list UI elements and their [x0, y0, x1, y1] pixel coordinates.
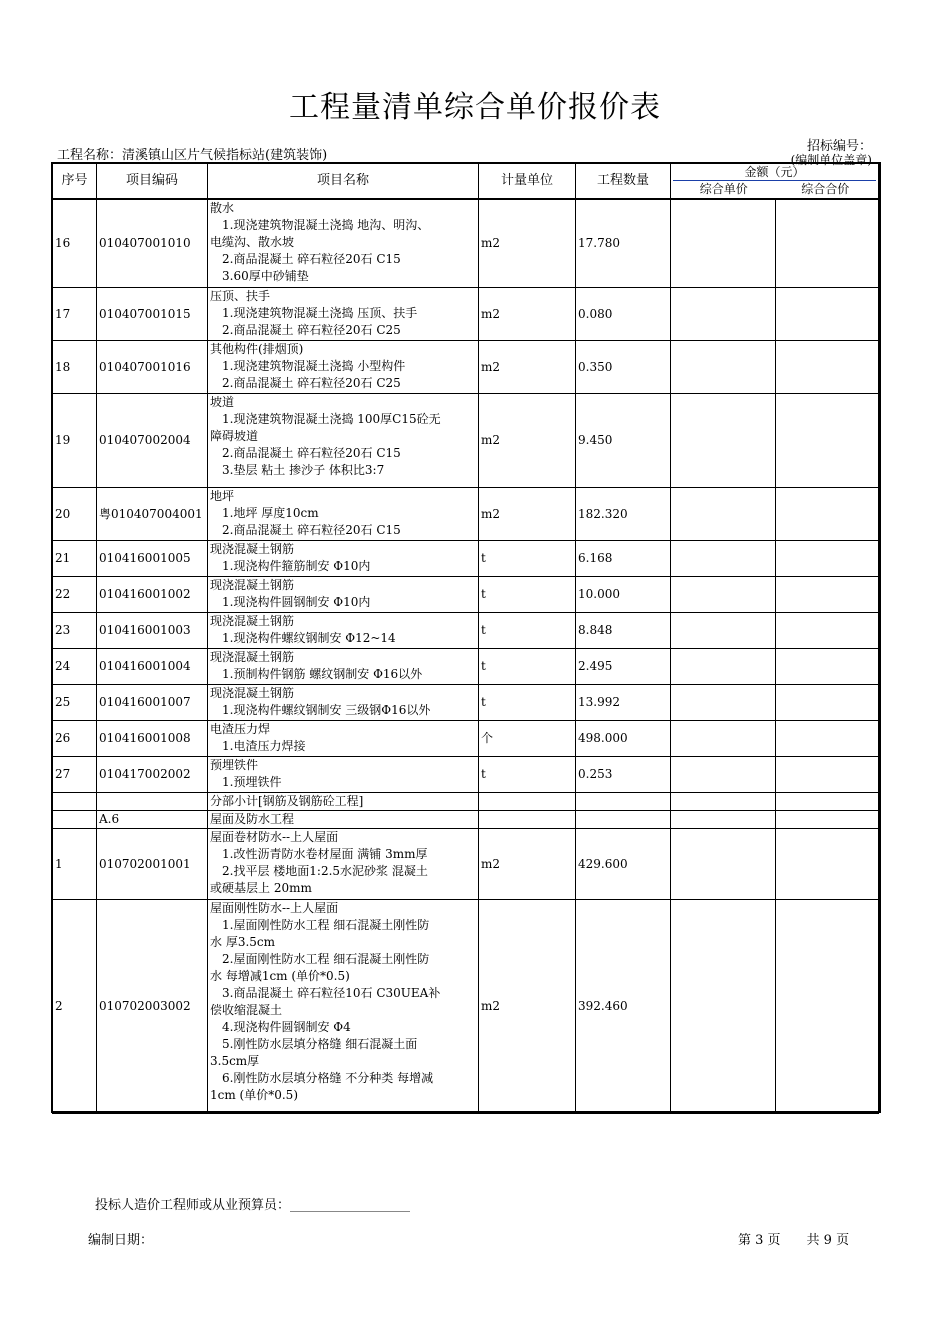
row-unit: m2 [479, 341, 576, 394]
row-total-price [776, 649, 879, 685]
row-unit-price [671, 488, 776, 541]
row-unit-price [671, 793, 776, 811]
date-label: 编制日期： [88, 1233, 154, 1248]
header-total-price: 综合合价 [801, 182, 850, 197]
row-name [208, 757, 479, 793]
signer-label: 投标人造价工程师或从业预算员： [95, 1198, 291, 1213]
row-total-price [776, 541, 879, 577]
row-name-line: 2.商品混凝土 碎石粒径20石 C15 [210, 523, 401, 537]
row-name [208, 577, 479, 613]
row-name-line: 屋面刚性防水--上人屋面 [210, 901, 339, 915]
table-row [53, 900, 879, 1114]
row-total-price [776, 811, 879, 829]
table-row [53, 341, 879, 394]
row-seq: 2 [53, 900, 97, 1114]
row-name-line: 坡道 [210, 395, 235, 409]
row-name-line: 现浇混凝土钢筋 [210, 578, 295, 592]
row-code: 010407001015 [97, 288, 208, 341]
row-name-line: 1.地坪 厚度10cm [210, 506, 319, 520]
signature-blank [290, 1199, 410, 1212]
row-name [208, 199, 479, 288]
row-name-line: 2.商品混凝土 碎石粒径20石 C15 [210, 446, 401, 460]
quote-table [52, 163, 879, 1114]
row-name-line: 现浇混凝土钢筋 [210, 614, 295, 628]
row-name-line: 1.预埋铁件 [210, 775, 282, 789]
row-name-line: 3.60厚中砂铺垫 [210, 268, 309, 283]
row-total-price [776, 341, 879, 394]
row-unit-price [671, 541, 776, 577]
row-code: 010416001004 [97, 649, 208, 685]
row-seq: 25 [53, 685, 97, 721]
row-name-line: 压顶、扶手 [210, 289, 271, 303]
row-name-line: 地坪 [210, 489, 235, 503]
table-row [53, 757, 879, 793]
row-name-line: 屋面卷材防水--上人屋面 [210, 830, 339, 844]
row-qty: 429.600 [576, 829, 671, 900]
row-unit-price [671, 757, 776, 793]
row-name-line: 3.垫层 粘土 掺沙子 体积比3:7 [210, 463, 385, 477]
header-unit: 计量单位 [479, 164, 576, 199]
row-name-line: 水 每增减1cm (单价*0.5) [210, 969, 350, 983]
row-seq: 23 [53, 613, 97, 649]
row-seq: 22 [53, 577, 97, 613]
stamp-note: (编制单位盖章) [790, 153, 872, 167]
row-name-line: 电渣压力焊 [210, 722, 271, 736]
row-code: 010702001001 [97, 829, 208, 900]
row-unit: m2 [479, 394, 576, 488]
row-name-line: 2.商品混凝土 碎石粒径20石 C25 [210, 323, 401, 337]
row-name-line: 1.现浇建筑物混凝土浇捣 100厚C15砼无 [210, 412, 441, 426]
row-name-line: 1.现浇构件箍筋制安 Φ10内 [210, 559, 371, 573]
header-amount-label: 金额（元） [673, 164, 876, 181]
table-row [53, 288, 879, 341]
row-name [208, 288, 479, 341]
row-qty: 6.168 [576, 541, 671, 577]
row-name-line: 1.屋面刚性防水工程 细石混凝土刚性防 [210, 918, 430, 932]
row-seq [53, 811, 97, 829]
header-seq: 序号 [53, 164, 97, 199]
header-name: 项目名称 [208, 164, 479, 199]
row-name-line: 1.现浇构件圆钢制安 Φ10内 [210, 595, 371, 609]
row-seq: 17 [53, 288, 97, 341]
row-qty: 17.780 [576, 199, 671, 288]
row-total-price [776, 199, 879, 288]
row-name-line: 1.改性沥青防水卷材屋面 满铺 3mm厚 [210, 847, 428, 861]
row-name-line: 1.现浇建筑物混凝土浇捣 小型构件 [210, 359, 406, 373]
row-name [208, 829, 479, 900]
row-name-line: 电缆沟、散水坡 [210, 234, 295, 249]
project-name: 工程名称：清溪镇山区片气候指标站(建筑装饰) [57, 148, 328, 163]
row-total-price [776, 829, 879, 900]
row-total-price [776, 613, 879, 649]
row-name-line: 1.现浇建筑物混凝土浇捣 压顶、扶手 [210, 306, 418, 320]
table-row [53, 199, 879, 288]
row-total-price [776, 577, 879, 613]
row-unit: t [479, 757, 576, 793]
row-code: A.6 [97, 811, 208, 829]
row-unit [479, 793, 576, 811]
row-qty: 10.000 [576, 577, 671, 613]
row-code: 010416001005 [97, 541, 208, 577]
row-seq: 16 [53, 199, 97, 288]
row-unit-price [671, 649, 776, 685]
row-code: 010416001003 [97, 613, 208, 649]
row-unit-price [671, 829, 776, 900]
row-name-line: 障碍坡道 [210, 429, 259, 443]
row-name [208, 613, 479, 649]
header-amount [671, 164, 879, 199]
row-seq: 24 [53, 649, 97, 685]
row-unit: m2 [479, 900, 576, 1114]
row-unit-price [671, 577, 776, 613]
row-total-price [776, 900, 879, 1114]
row-qty: 182.320 [576, 488, 671, 541]
table-body [53, 199, 879, 1114]
row-seq: 18 [53, 341, 97, 394]
table-row [53, 829, 879, 900]
row-name-line: 2.屋面刚性防水工程 细石混凝土刚性防 [210, 952, 430, 966]
row-unit: 个 [479, 721, 576, 757]
row-name [208, 649, 479, 685]
row-total-price [776, 488, 879, 541]
row-name-line: 分部小计[钢筋及钢筋砼工程] [210, 794, 364, 808]
row-name [208, 341, 479, 394]
row-name [208, 721, 479, 757]
row-qty: 8.848 [576, 613, 671, 649]
page-title: 工程量清单综合单价报价表 [289, 90, 661, 125]
row-seq: 21 [53, 541, 97, 577]
table-row [53, 541, 879, 577]
table-row [53, 793, 879, 811]
row-seq: 19 [53, 394, 97, 488]
row-unit-price [671, 900, 776, 1114]
row-seq: 20 [53, 488, 97, 541]
row-unit-price [671, 288, 776, 341]
header-unit-price: 综合单价 [699, 182, 748, 197]
row-unit-price [671, 613, 776, 649]
row-name-line: 1.现浇构件螺纹钢制安 三级钢Φ16以外 [210, 703, 431, 717]
row-name [208, 900, 479, 1114]
row-name [208, 811, 479, 829]
row-seq: 26 [53, 721, 97, 757]
row-unit-price [671, 199, 776, 288]
row-name-line: 或硬基层上 20mm [210, 881, 312, 895]
row-total-price [776, 793, 879, 811]
table-row [53, 721, 879, 757]
row-code: 010416001008 [97, 721, 208, 757]
row-name [208, 394, 479, 488]
row-name-line: 屋面及防水工程 [210, 812, 295, 826]
row-unit: t [479, 649, 576, 685]
row-total-price [776, 721, 879, 757]
row-name-line: 1.现浇构件螺纹钢制安 Φ12~14 [210, 631, 396, 645]
row-qty: 13.992 [576, 685, 671, 721]
table-row [53, 488, 879, 541]
table-row [53, 811, 879, 829]
row-code [97, 793, 208, 811]
row-name-line: 1.现浇建筑物混凝土浇捣 地沟、明沟、 [210, 217, 430, 232]
row-unit: t [479, 613, 576, 649]
row-qty: 0.350 [576, 341, 671, 394]
row-name-line: 1.预制构件钢筋 螺纹钢制安 Φ16以外 [210, 667, 423, 681]
row-total-price [776, 394, 879, 488]
header-code: 项目编码 [97, 164, 208, 199]
header-qty: 工程数量 [576, 164, 671, 199]
signer-line [95, 1194, 410, 1213]
row-name-line: 2.找平层 楼地面1:2.5水泥砂浆 混凝土 [210, 864, 428, 878]
row-total-price [776, 288, 879, 341]
header-amount-sub [673, 181, 876, 197]
row-name-line: 3.商品混凝土 碎石粒径10石 C30UEA补 [210, 986, 441, 1000]
row-name [208, 541, 479, 577]
row-code: 010407001010 [97, 199, 208, 288]
row-qty: 498.000 [576, 721, 671, 757]
row-name-line: 1cm (单价*0.5) [210, 1088, 298, 1102]
row-unit: t [479, 577, 576, 613]
row-code: 粤010407004001 [97, 488, 208, 541]
table-row [53, 685, 879, 721]
row-name-line: 现浇混凝土钢筋 [210, 650, 295, 664]
table-row [53, 649, 879, 685]
row-name-line: 散水 [210, 200, 235, 215]
row-qty: 0.253 [576, 757, 671, 793]
row-unit-price [671, 341, 776, 394]
row-name-line: 4.现浇构件圆钢制安 Φ4 [210, 1020, 351, 1034]
row-name-line: 3.5cm厚 [210, 1054, 260, 1068]
row-name-line: 6.刚性防水层填分格缝 不分种类 每增减 [210, 1071, 434, 1085]
row-unit [479, 811, 576, 829]
row-unit-price [671, 394, 776, 488]
row-code: 010417002002 [97, 757, 208, 793]
row-name-line: 现浇混凝土钢筋 [210, 686, 295, 700]
table-row [53, 394, 879, 488]
row-seq: 1 [53, 829, 97, 900]
row-name-line: 偿收缩混凝土 [210, 1003, 283, 1017]
table-row [53, 613, 879, 649]
row-seq [53, 793, 97, 811]
row-seq: 27 [53, 757, 97, 793]
row-qty: 2.495 [576, 649, 671, 685]
row-unit: m2 [479, 488, 576, 541]
row-unit: m2 [479, 829, 576, 900]
row-unit: t [479, 685, 576, 721]
row-code: 010407002004 [97, 394, 208, 488]
table-header-row [53, 164, 879, 199]
row-qty: 9.450 [576, 394, 671, 488]
row-unit-price [671, 685, 776, 721]
row-total-price [776, 757, 879, 793]
row-total-price [776, 685, 879, 721]
page-indicator: 第 3 页 共 9 页 [738, 1233, 850, 1248]
row-unit-price [671, 721, 776, 757]
row-name-line: 水 厚3.5cm [210, 935, 275, 949]
row-name-line: 预埋铁件 [210, 758, 259, 772]
row-unit-price [671, 811, 776, 829]
row-name-line: 其他构件(排烟顶) [210, 342, 304, 356]
row-unit: m2 [479, 288, 576, 341]
row-qty: 392.460 [576, 900, 671, 1114]
row-code: 010407001016 [97, 341, 208, 394]
row-name-line: 2.商品混凝土 碎石粒径20石 C25 [210, 376, 401, 390]
row-name-line: 1.电渣压力焊接 [210, 739, 306, 753]
row-name [208, 793, 479, 811]
bid-number-label: 招标编号： [806, 139, 872, 154]
row-code: 010702003002 [97, 900, 208, 1114]
row-qty [576, 793, 671, 811]
row-code: 010416001007 [97, 685, 208, 721]
row-name [208, 488, 479, 541]
row-code: 010416001002 [97, 577, 208, 613]
row-name-line: 2.商品混凝土 碎石粒径20石 C15 [210, 251, 401, 266]
row-name [208, 685, 479, 721]
row-name-line: 现浇混凝土钢筋 [210, 542, 295, 556]
table-row [53, 577, 879, 613]
row-unit: t [479, 541, 576, 577]
row-qty [576, 811, 671, 829]
row-unit: m2 [479, 199, 576, 288]
row-name-line: 5.刚性防水层填分格缝 细石混凝土面 [210, 1037, 418, 1051]
row-qty: 0.080 [576, 288, 671, 341]
